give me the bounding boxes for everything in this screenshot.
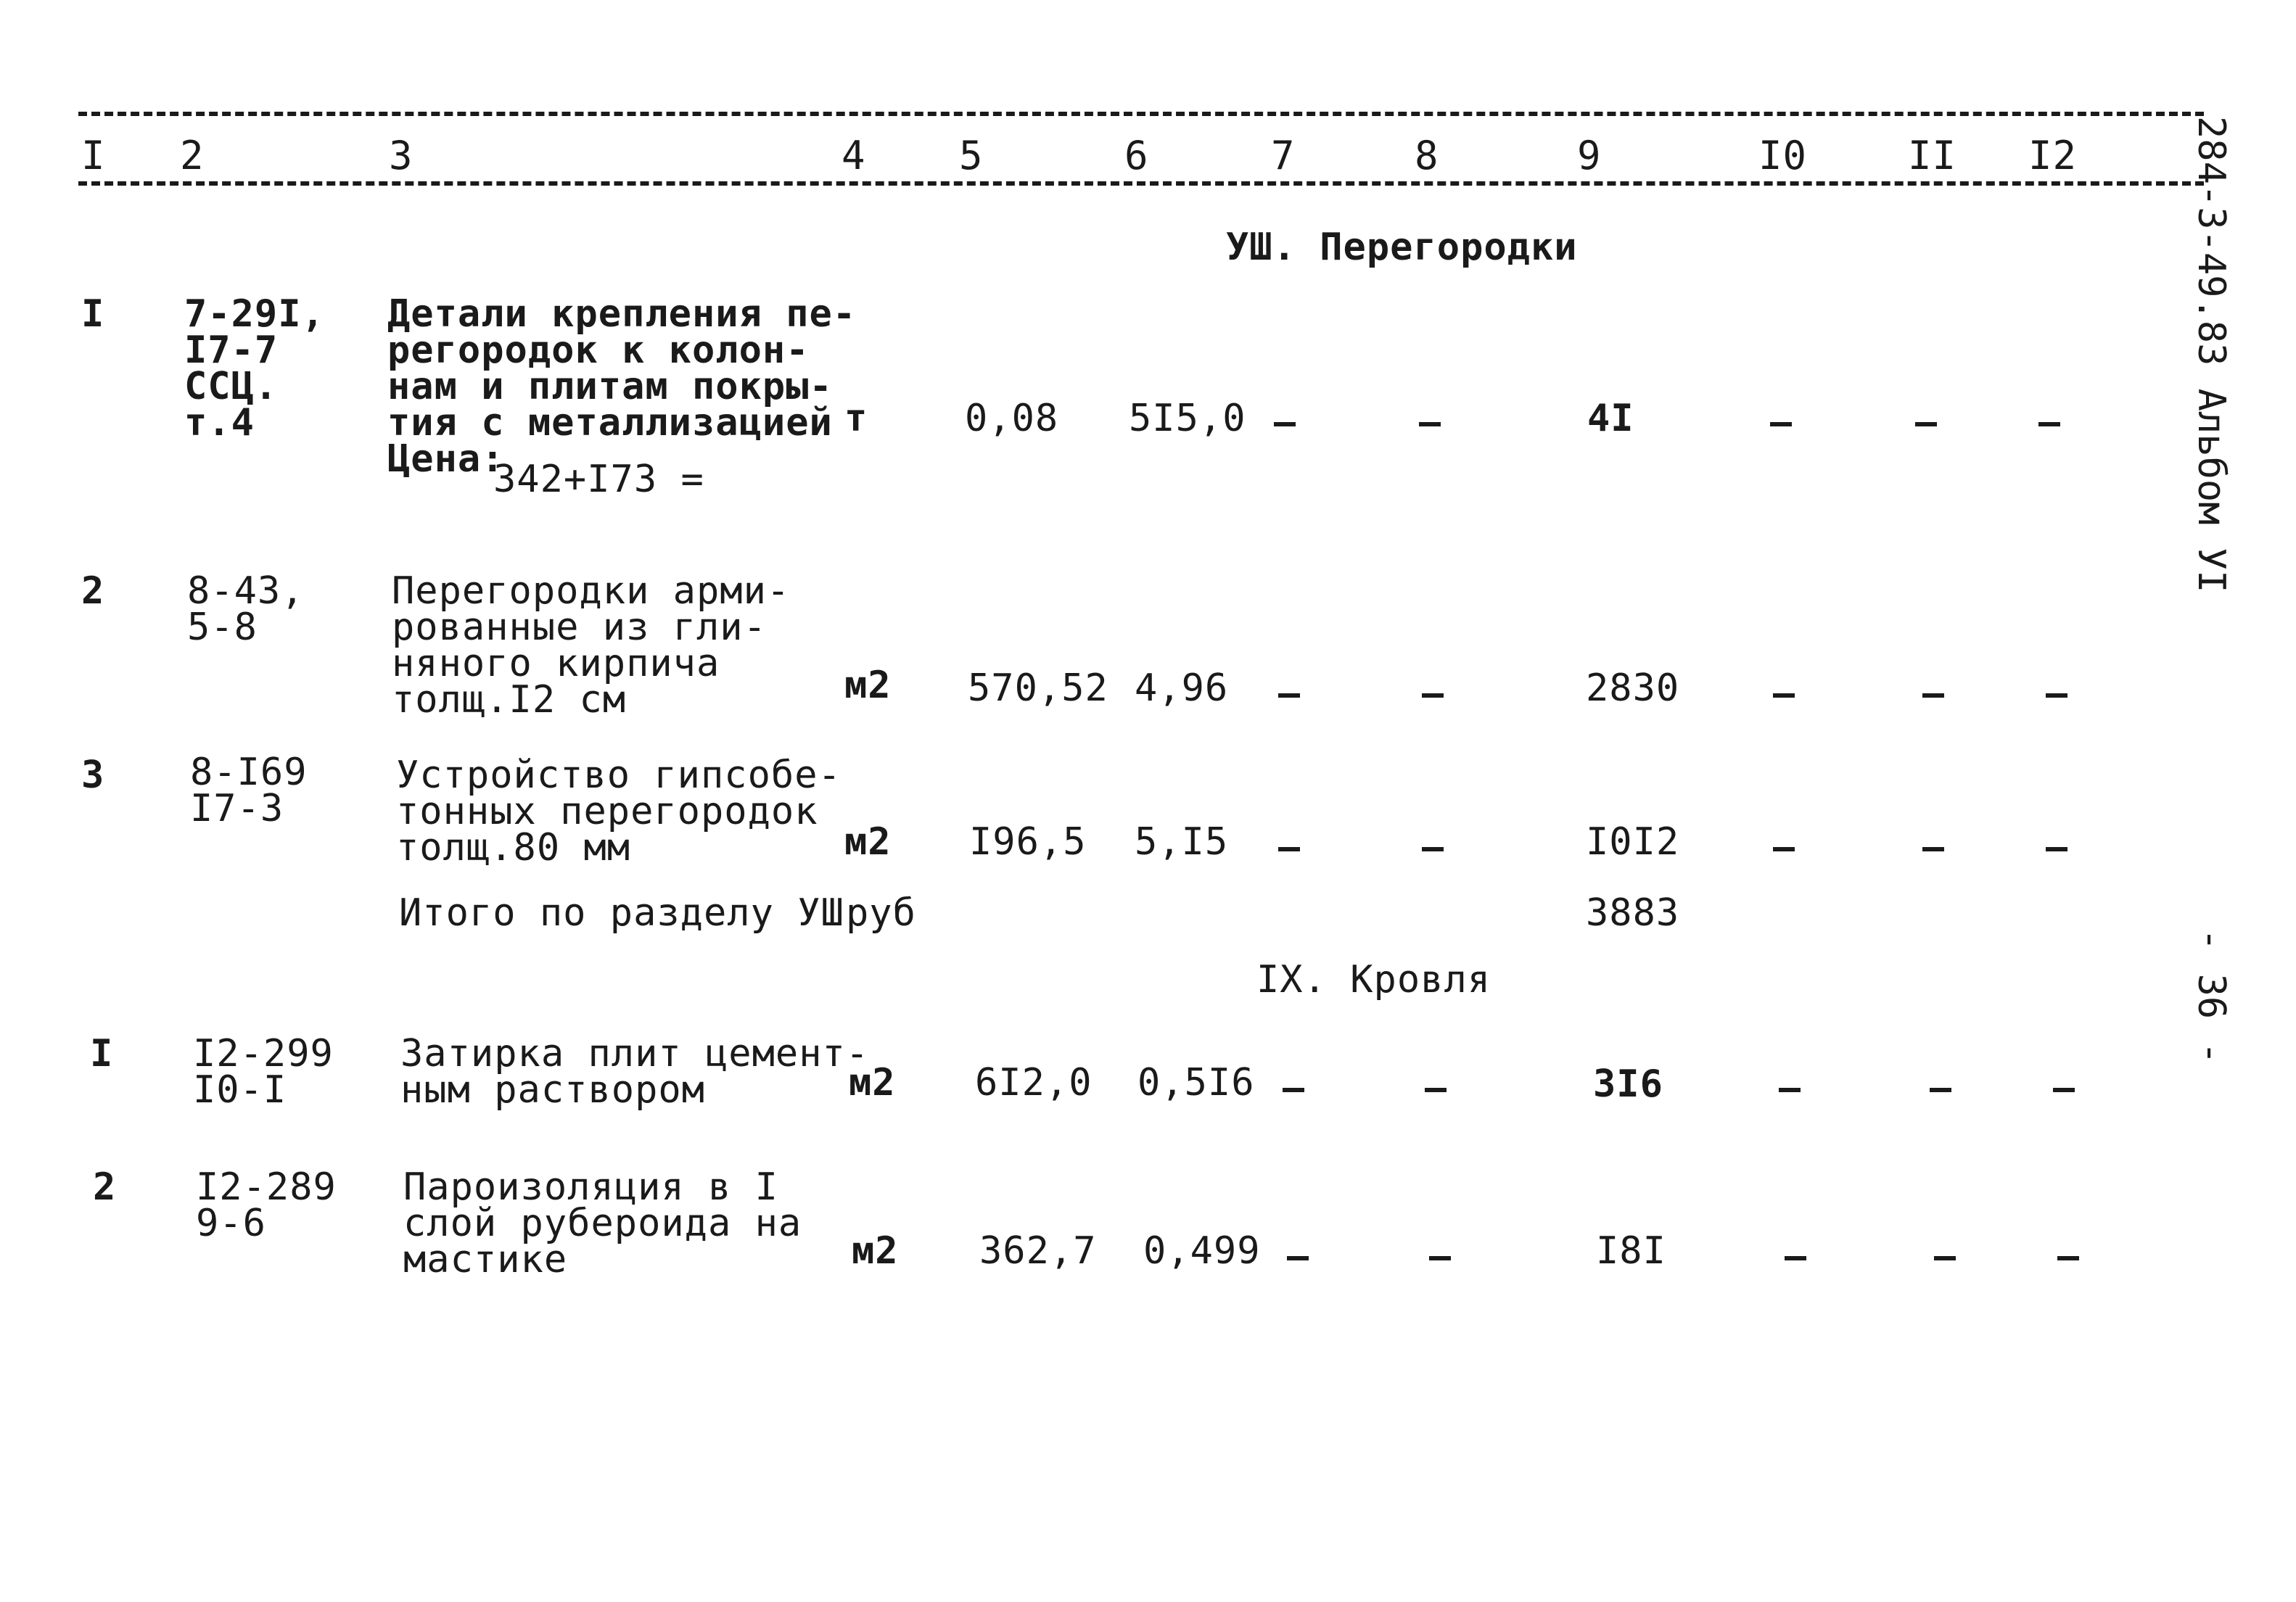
row-code: 8-I69 I7-3 bbox=[190, 751, 308, 830]
row-dash-col7 bbox=[1278, 693, 1300, 698]
row-dash-col12 bbox=[2053, 1088, 2075, 1092]
row-dash-col11 bbox=[1915, 422, 1937, 426]
row-dash-col12 bbox=[2057, 1256, 2079, 1260]
row-code: 8-43, 5-8 bbox=[187, 569, 305, 649]
document-code: 284-3-49.83 Альбом УI bbox=[2189, 116, 2233, 593]
section-title-roofing: IX. Кровля bbox=[1256, 958, 1491, 1002]
row-dash-col7 bbox=[1287, 1256, 1309, 1260]
row-dash-col10 bbox=[1779, 1088, 1801, 1092]
row-dash-col10 bbox=[1773, 693, 1795, 698]
section-total-label: Итого по разделу УШ bbox=[399, 891, 844, 935]
row-total: I8I bbox=[1596, 1229, 1666, 1273]
row-dash-col8 bbox=[1422, 693, 1444, 698]
row-quantity: 570,52 bbox=[968, 666, 1108, 710]
row-description: Пароизоляция в I слой рубероида на мастике bbox=[403, 1165, 802, 1281]
column-header-9: 9 bbox=[1577, 133, 1602, 178]
row-dash-col11 bbox=[1922, 693, 1944, 698]
row-dash-col8 bbox=[1429, 1256, 1451, 1260]
row-dash-col7 bbox=[1274, 422, 1296, 426]
column-header-1: I bbox=[81, 133, 106, 178]
row-number: 2 bbox=[93, 1165, 117, 1209]
row-total: 3I6 bbox=[1593, 1062, 1663, 1106]
row-dash-col7 bbox=[1278, 847, 1300, 851]
column-header-10: I0 bbox=[1758, 133, 1808, 178]
page-number: - 36 - bbox=[2189, 928, 2233, 1065]
column-header-12: I2 bbox=[2028, 133, 2078, 178]
row-dash-col8 bbox=[1425, 1088, 1447, 1092]
row-unit-price: 0,5I6 bbox=[1137, 1061, 1255, 1105]
row-total: I0I2 bbox=[1586, 820, 1680, 864]
row-unit: т bbox=[844, 397, 868, 440]
row-total: 2830 bbox=[1586, 666, 1680, 710]
row-unit: м2 bbox=[844, 664, 892, 707]
section-title-partitions: УШ. Перегородки bbox=[1226, 226, 1578, 269]
row-unit-price: 4,96 bbox=[1135, 666, 1229, 710]
row-dash-col12 bbox=[2046, 693, 2067, 698]
header-rule-bottom bbox=[78, 181, 2204, 186]
row-dash-col11 bbox=[1930, 1088, 1951, 1092]
row-unit: м2 bbox=[852, 1229, 899, 1273]
row-code: I2-299 I0-I bbox=[193, 1032, 334, 1112]
row-dash-col10 bbox=[1785, 1256, 1806, 1260]
row-unit-price: 0,499 bbox=[1143, 1229, 1261, 1273]
section-total-value: 3883 bbox=[1586, 891, 1680, 935]
row-quantity: 0,08 bbox=[965, 397, 1059, 440]
row-description: Перегородки арми- рованные из гли- няного кирпича толщ.I2 см bbox=[392, 569, 791, 722]
column-header-5: 5 bbox=[959, 133, 984, 178]
row-code: 7-29I, I7-7 ССЦ. т.4 bbox=[184, 292, 325, 445]
row-dash-col8 bbox=[1419, 422, 1441, 426]
header-rule-top bbox=[78, 112, 2204, 116]
row-number: 3 bbox=[81, 753, 105, 797]
column-header-3: 3 bbox=[389, 133, 413, 178]
row-dash-col8 bbox=[1422, 847, 1444, 851]
column-header-11: II bbox=[1908, 133, 1957, 178]
column-header-8: 8 bbox=[1415, 133, 1439, 178]
column-header-2: 2 bbox=[180, 133, 205, 178]
row-number: I bbox=[81, 292, 105, 336]
row-description: Устройство гипсобе- тонных перегородок толщ.80 мм bbox=[396, 753, 842, 870]
column-header-7: 7 bbox=[1271, 133, 1296, 178]
row-dash-col12 bbox=[2046, 847, 2067, 851]
row-dash-col10 bbox=[1770, 422, 1792, 426]
row-quantity: I96,5 bbox=[969, 820, 1087, 864]
row-number: 2 bbox=[81, 569, 105, 613]
row-description: Затирка плит цемент- ным раствором bbox=[400, 1032, 870, 1112]
row-total: 4I bbox=[1587, 397, 1634, 440]
row-dash-col10 bbox=[1773, 847, 1795, 851]
row-unit: м2 bbox=[849, 1061, 896, 1105]
row-dash-col11 bbox=[1934, 1256, 1956, 1260]
row-description: Детали крепления пе- регородок к колон- нам и плитам покры- тия с металлизацией Цена: bbox=[387, 292, 857, 481]
row-unit-price: 5I5,0 bbox=[1129, 397, 1246, 440]
row-price-formula: 342+I73 = bbox=[493, 458, 704, 501]
row-dash-col12 bbox=[2038, 422, 2060, 426]
row-unit-price: 5,I5 bbox=[1135, 820, 1229, 864]
section-total-unit: руб bbox=[846, 891, 916, 935]
row-code: I2-289 9-6 bbox=[196, 1165, 337, 1245]
row-dash-col7 bbox=[1283, 1088, 1304, 1092]
row-dash-col11 bbox=[1922, 847, 1944, 851]
row-unit: м2 bbox=[844, 820, 892, 864]
column-header-6: 6 bbox=[1124, 133, 1149, 178]
column-header-4: 4 bbox=[842, 133, 866, 178]
row-quantity: 362,7 bbox=[979, 1229, 1097, 1273]
row-number: I bbox=[90, 1032, 114, 1075]
row-quantity: 6I2,0 bbox=[975, 1061, 1093, 1105]
